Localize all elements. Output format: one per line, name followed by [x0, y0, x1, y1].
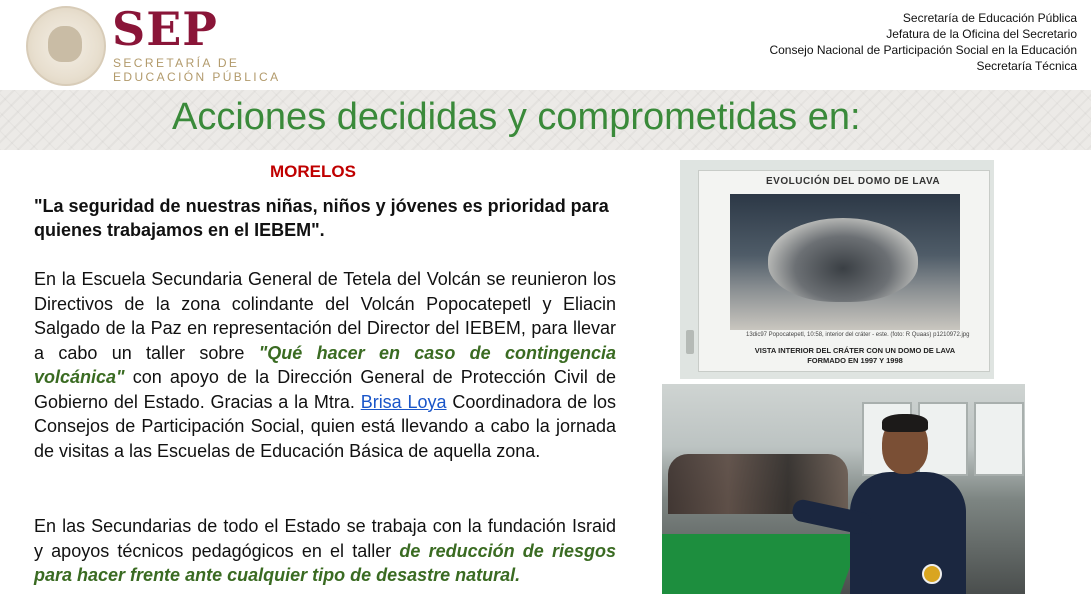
sep-logo: SEP: [112, 2, 218, 56]
sep-logo-line1: SECRETARÍA DE: [113, 56, 240, 70]
paragraph-text: En las Secundarias de todo el Estado se trabaja con la fundación Israid y apoyos técnicos pedagógicos en el taller: [34, 516, 616, 561]
civil-protection-badge-icon: [922, 564, 942, 584]
hair: [882, 414, 928, 432]
agency-line: Consejo Nacional de Participación Social en la Educación: [769, 43, 1077, 57]
title-band: [0, 90, 1091, 150]
page-title: Acciones decididas y comprometidas en:: [172, 96, 861, 138]
poster-title: EVOLUCIÓN DEL DOMO DE LAVA: [766, 176, 941, 187]
paragraph-text: En la Escuela Secundaria General de Tetela del Volcán se reunieron los Directivos de la zona colindante del Volcán Popocatepetl y Eliacin Salgado de la Paz en representación del Director del IEBEM, para llevar a cabo un taller sobre: [34, 269, 616, 363]
photo-note: 13dic97 Popocatepetl, 10:58, interior del cráter - este. (foto: R Quaas) p1210972.jpg: [746, 332, 970, 338]
quote: "La seguridad de nuestras niñas, niños y jóvenes es prioridad para quienes trabajamos en el IEBEM".: [34, 196, 609, 240]
jacket: [850, 472, 966, 594]
agency-line: Jefatura de la Oficina del Secretario: [886, 27, 1077, 41]
volcano-poster-photo: [680, 160, 994, 379]
window: [974, 402, 1024, 476]
emphasis-text: de reducción de riesgos para hacer frente ante cualquier tipo de desastre natural.: [34, 540, 616, 585]
brisa-loya-link[interactable]: Brisa Loya: [360, 391, 447, 412]
speaker: [842, 414, 962, 594]
national-seal-icon: [26, 6, 106, 86]
agency-line: Secretaría Técnica: [976, 59, 1077, 73]
paragraph-2: [34, 514, 616, 588]
paragraph-text: Coordinadora de los Consejos de Participación Social, quien está llevando a cabo la jornada de visitas a las Escuelas de Educación Básica de aquella zona.: [34, 391, 617, 461]
state-heading: MORELOS: [270, 162, 356, 181]
agency-line: Secretaría de Educación Pública: [902, 11, 1077, 25]
green-table: [662, 534, 862, 594]
wall-switch: [686, 330, 694, 354]
paragraph-1: [34, 267, 616, 463]
header: [0, 0, 1091, 90]
agency-list: [769, 10, 1077, 74]
emphasis-text: "Qué hacer en caso de contingencia volcánica": [34, 342, 616, 387]
sep-logo-line2: EDUCACIÓN PÚBLICA: [113, 70, 281, 84]
lava-dome: [768, 218, 918, 302]
poster-caption: VISTA INTERIOR DEL CRÁTER CON UN DOMO DE LAVA FORMADO EN 1997 Y 1998: [754, 346, 956, 365]
workshop-photo: [662, 384, 1025, 594]
paragraph-text: con apoyo de la Dirección General de Protección Civil de Gobierno del Estado. Gracias a la Mtra.: [34, 367, 616, 412]
